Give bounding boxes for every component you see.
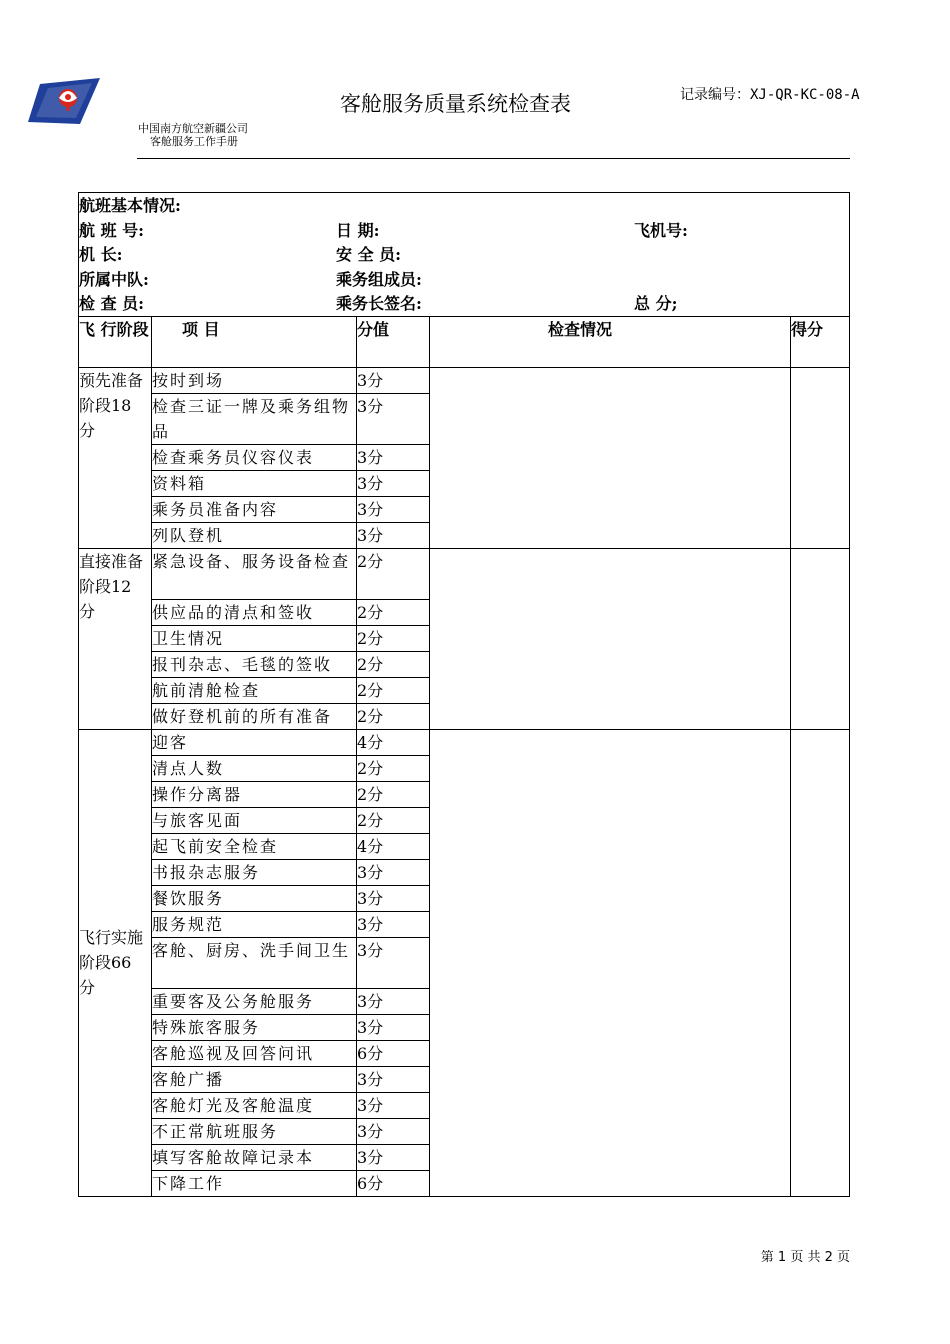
empty-slot xyxy=(634,242,849,267)
item-name: 迎客 xyxy=(152,729,357,755)
stage-label: 飞行实施阶段66分 xyxy=(79,729,152,1196)
item-name: 下降工作 xyxy=(152,1170,357,1196)
item-score: 3分 xyxy=(357,937,430,988)
company-line-1: 中国南方航空新疆公司 xyxy=(138,122,248,135)
item-name: 重要客及公务舱服务 xyxy=(152,988,357,1014)
col-item-header: 项 目 xyxy=(152,316,357,367)
item-score: 2分 xyxy=(357,651,430,677)
item-score: 3分 xyxy=(357,911,430,937)
page-number: 第 1 页 共 2 页 xyxy=(760,1250,850,1265)
item-score: 2分 xyxy=(357,625,430,651)
item-name: 客舱、厨房、洗手间卫生 xyxy=(152,937,357,988)
flight-info-section xyxy=(79,193,850,317)
column-header-row xyxy=(79,316,850,367)
item-name: 客舱灯光及客舱温度 xyxy=(152,1092,357,1118)
total-score-label: 总 分; xyxy=(634,294,678,313)
table-row xyxy=(79,729,850,755)
item-score: 2分 xyxy=(357,548,430,599)
table-row xyxy=(79,548,850,599)
item-score: 2分 xyxy=(357,755,430,781)
security-officer-label: 安 全 员: xyxy=(336,245,402,264)
item-name: 操作分离器 xyxy=(152,781,357,807)
item-score: 3分 xyxy=(357,393,430,444)
item-name: 航前清舱检查 xyxy=(152,677,357,703)
item-name: 特殊旅客服务 xyxy=(152,1014,357,1040)
aircraft-number-label: 飞机号: xyxy=(634,220,688,240)
item-name: 按时到场 xyxy=(152,367,357,393)
squadron-label: 所属中队: xyxy=(79,269,149,289)
item-name: 检查三证一牌及乘务组物品 xyxy=(152,393,357,444)
item-score: 3分 xyxy=(357,1092,430,1118)
item-score: 2分 xyxy=(357,781,430,807)
crew-members-label: 乘务组成员: xyxy=(336,269,422,289)
item-name: 检查乘务员仪容仪表 xyxy=(152,444,357,470)
check-notes-cell[interactable] xyxy=(430,729,791,1196)
item-score: 4分 xyxy=(357,729,430,755)
item-score: 3分 xyxy=(357,1118,430,1144)
flight-info-line xyxy=(79,291,849,316)
item-score: 3分 xyxy=(357,1144,430,1170)
stage-label: 预先准备阶段18分 xyxy=(79,367,152,548)
flight-number-label: 航 班 号: xyxy=(79,220,145,240)
item-score: 3分 xyxy=(357,1014,430,1040)
item-name: 填写客舱故障记录本 xyxy=(152,1144,357,1170)
page-title: 客舱服务质量系统检查表 xyxy=(340,92,571,116)
flight-info-line xyxy=(79,242,849,267)
item-score: 2分 xyxy=(357,807,430,833)
header-divider xyxy=(137,158,850,159)
item-score: 3分 xyxy=(357,470,430,496)
item-score: 3分 xyxy=(357,522,430,548)
item-name: 客舱巡视及回答问讯 xyxy=(152,1040,357,1066)
flight-info-title: 航班基本情况: xyxy=(79,196,181,215)
company-name xyxy=(138,122,248,148)
item-score: 3分 xyxy=(357,1066,430,1092)
kapok-flower-logo-icon xyxy=(28,78,100,124)
check-notes-cell[interactable] xyxy=(430,548,791,729)
item-score: 6分 xyxy=(357,1040,430,1066)
score-got-cell[interactable] xyxy=(791,367,850,548)
item-score: 2分 xyxy=(357,599,430,625)
item-score: 3分 xyxy=(357,444,430,470)
item-name: 起飞前安全检查 xyxy=(152,833,357,859)
flight-info-line xyxy=(79,267,849,292)
inspection-table xyxy=(78,192,850,1197)
item-name: 资料箱 xyxy=(152,470,357,496)
col-got-header: 得分 xyxy=(791,316,850,367)
purser-signature-label: 乘务长签名: xyxy=(336,294,422,313)
flight-info-row xyxy=(79,193,850,317)
item-score: 3分 xyxy=(357,885,430,911)
item-name: 报刊杂志、毛毯的签收 xyxy=(152,651,357,677)
score-got-cell[interactable] xyxy=(791,729,850,1196)
date-label: 日 期: xyxy=(336,220,380,240)
stage-label: 直接准备阶段12分 xyxy=(79,548,152,729)
item-name: 供应品的清点和签收 xyxy=(152,599,357,625)
captain-label: 机 长: xyxy=(79,245,123,264)
col-stage-header: 飞 行阶段 xyxy=(79,316,152,367)
col-check-header: 检查情况 xyxy=(430,316,791,367)
item-name: 餐饮服务 xyxy=(152,885,357,911)
company-line-2: 客舱服务工作手册 xyxy=(150,135,238,148)
item-score: 3分 xyxy=(357,859,430,885)
item-name: 紧急设备、服务设备检查 xyxy=(152,548,357,599)
score-got-cell[interactable] xyxy=(791,548,850,729)
item-score: 6分 xyxy=(357,1170,430,1196)
col-score-header: 分值 xyxy=(357,316,430,367)
item-name: 服务规范 xyxy=(152,911,357,937)
inspector-label: 检 查 员: xyxy=(79,294,145,313)
item-name: 与旅客见面 xyxy=(152,807,357,833)
flight-info-line xyxy=(79,218,849,243)
item-name: 做好登机前的所有准备 xyxy=(152,703,357,729)
item-name: 乘务员准备内容 xyxy=(152,496,357,522)
item-score: 3分 xyxy=(357,988,430,1014)
item-name: 书报杂志服务 xyxy=(152,859,357,885)
empty-slot xyxy=(634,267,849,292)
item-score: 4分 xyxy=(357,833,430,859)
table-row xyxy=(79,367,850,393)
item-name: 客舱广播 xyxy=(152,1066,357,1092)
item-score: 3分 xyxy=(357,367,430,393)
item-score: 3分 xyxy=(357,496,430,522)
item-score: 2分 xyxy=(357,677,430,703)
check-notes-cell[interactable] xyxy=(430,367,791,548)
item-score: 2分 xyxy=(357,703,430,729)
item-name: 不正常航班服务 xyxy=(152,1118,357,1144)
item-name: 清点人数 xyxy=(152,755,357,781)
record-number: 记录编号：XJ-QR-KC-08-A xyxy=(680,87,860,103)
item-name: 卫生情况 xyxy=(152,625,357,651)
item-name: 列队登机 xyxy=(152,522,357,548)
